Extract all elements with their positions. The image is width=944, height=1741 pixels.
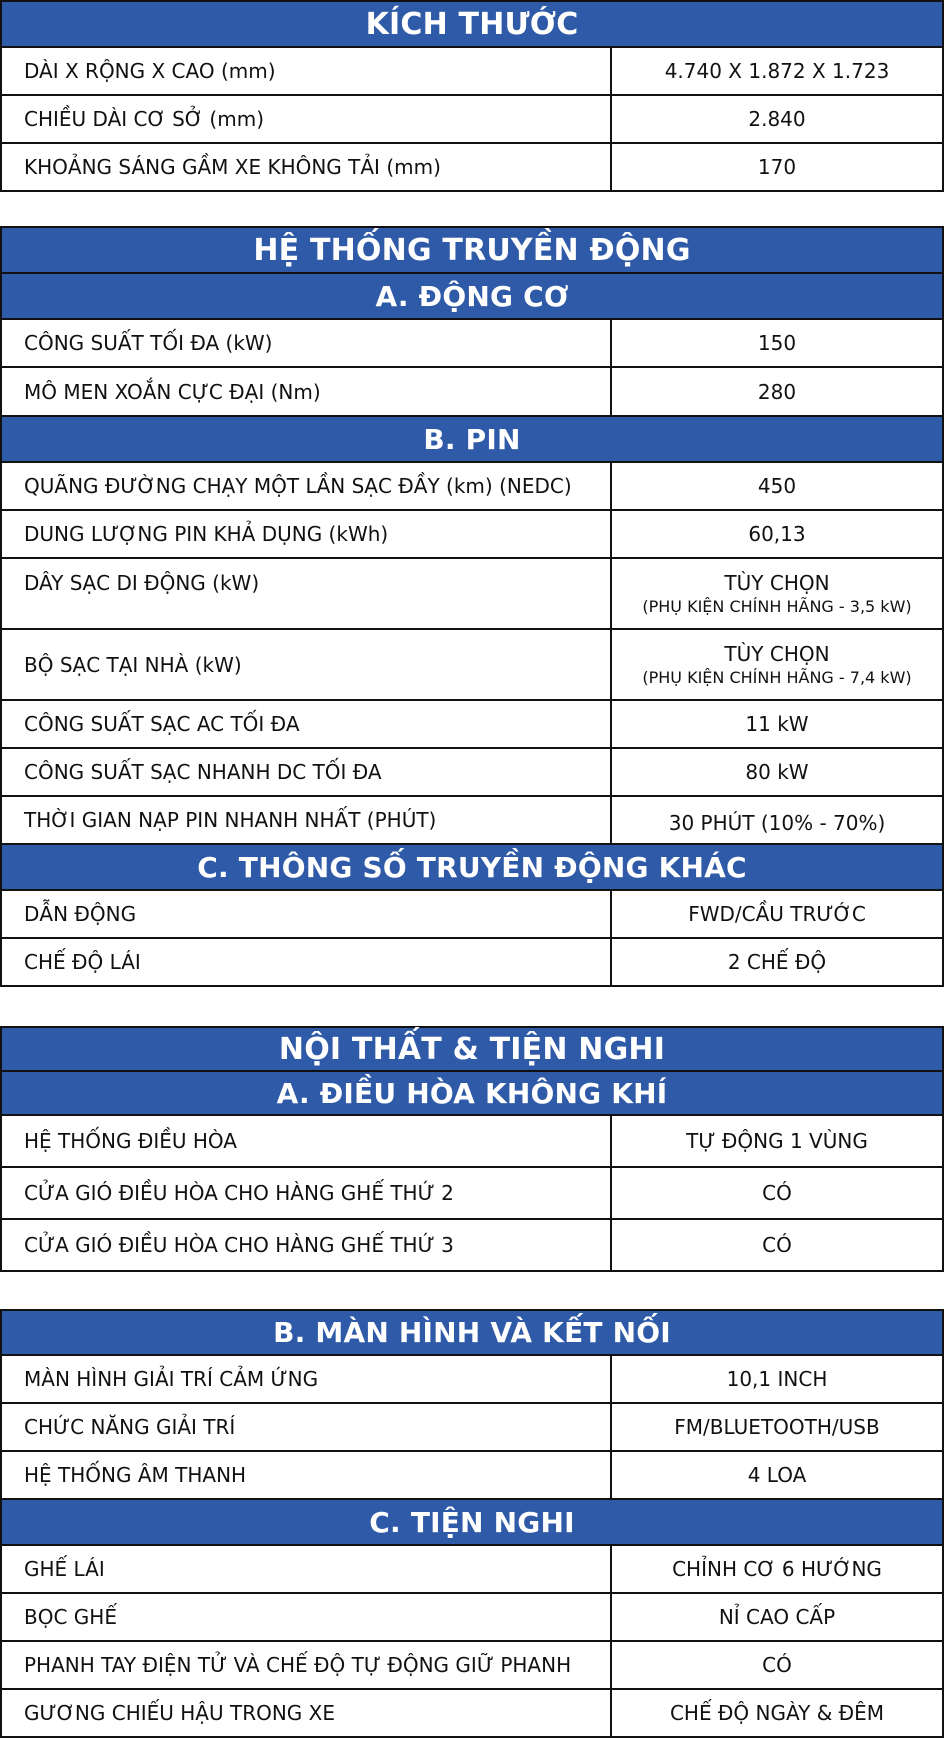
subsection-title: B. PIN (2, 417, 942, 463)
row-label: MÀN HÌNH GIẢI TRÍ CẢM ỨNG (2, 1356, 612, 1402)
subsection-title: A. ĐIỀU HÒA KHÔNG KHÍ (2, 1072, 942, 1116)
row-value (612, 559, 942, 628)
table-row (2, 559, 942, 630)
table-row (2, 939, 942, 987)
table-row (2, 368, 942, 417)
table-row (2, 749, 942, 797)
row-value: FWD/CẦU TRƯỚC (688, 902, 866, 926)
row-value (612, 630, 942, 699)
row-label: CHỨC NĂNG GIẢI TRÍ (2, 1404, 612, 1450)
row-label: CHIỀU DÀI CƠ SỞ (mm) (2, 96, 612, 142)
row-label: MÔ MEN XOẮN CỰC ĐẠI (Nm) (2, 368, 612, 415)
section-title: HỆ THỐNG TRUYỀN ĐỘNG (2, 228, 942, 274)
row-value: 280 (757, 379, 797, 404)
row-label: GHẾ LÁI (2, 1546, 612, 1592)
table-row (2, 1356, 942, 1404)
row-value: 80 kW (745, 760, 809, 784)
row-label: CỬA GIÓ ĐIỀU HÒA CHO HÀNG GHẾ THỨ 3 (2, 1220, 612, 1270)
value-note: (PHỤ KIỆN CHÍNH HÃNG - 3,5 kW) (642, 597, 912, 616)
row-label: CÔNG SUẤT SẠC AC TỐI ĐA (2, 701, 612, 747)
row-label: CÔNG SUẤT TỐI ĐA (kW) (2, 320, 612, 366)
row-value: 4 LOA (747, 1463, 807, 1487)
row-value: 60,13 (748, 522, 806, 546)
subsection-title: C. TIỆN NGHI (2, 1500, 942, 1546)
row-value: NỈ CAO CẤP (718, 1605, 836, 1629)
row-label: CỬA GIÓ ĐIỀU HÒA CHO HÀNG GHẾ THỨ 2 (2, 1168, 612, 1218)
row-label: QUÃNG ĐƯỜNG CHẠY MỘT LẦN SẠC ĐẦY (km) (NEDC) (2, 463, 612, 509)
table-row (2, 1116, 942, 1168)
table-row (2, 1404, 942, 1452)
value-note: (PHỤ KIỆN CHÍNH HÃNG - 7,4 kW) (642, 668, 912, 687)
table-row (2, 48, 942, 96)
row-value: 30 PHÚT (10% - 70%) (668, 811, 886, 835)
table-row (2, 1452, 942, 1500)
row-value: 150 (757, 331, 797, 355)
row-value: 4.740 X 1.872 X 1.723 (664, 59, 890, 83)
row-label: CÔNG SUẤT SẠC NHANH DC TỐI ĐA (2, 749, 612, 795)
section-title: KÍCH THƯỚC (2, 2, 942, 48)
row-value: 170 (757, 155, 797, 179)
row-value: 2 CHẾ ĐỘ (727, 950, 827, 974)
row-label: DUNG LƯỢNG PIN KHẢ DỤNG (kWh) (2, 511, 612, 557)
subsection-title: B. MÀN HÌNH VÀ KẾT NỐI (2, 1311, 942, 1356)
row-value: CÓ (762, 1653, 792, 1677)
section-truyen-dong (0, 226, 944, 987)
value-main: TÙY CHỌN (724, 642, 830, 666)
table-row (2, 891, 942, 939)
row-label: THỜI GIAN NẠP PIN NHANH NHẤT (PHÚT) (2, 797, 612, 843)
table-row (2, 1642, 942, 1690)
row-label: GƯƠNG CHIẾU HẬU TRONG XE (2, 1690, 612, 1736)
table-row (2, 1168, 942, 1220)
row-value: CÓ (762, 1181, 792, 1205)
spec-table (0, 0, 944, 192)
row-label: KHOẢNG SÁNG GẦM XE KHÔNG TẢI (mm) (2, 144, 612, 190)
row-label: HỆ THỐNG ÂM THANH (2, 1452, 612, 1498)
table-row (2, 797, 942, 845)
row-value: FM/BLUETOOTH/USB (674, 1415, 880, 1439)
row-label: BỌC GHẾ (2, 1594, 612, 1640)
row-value: 10,1 INCH (726, 1367, 828, 1391)
row-label: DÀI X RỘNG X CAO (mm) (2, 48, 612, 94)
table-row (2, 320, 942, 368)
row-label: PHANH TAY ĐIỆN TỬ VÀ CHẾ ĐỘ TỰ ĐỘNG GIỮ PHANH (2, 1642, 612, 1688)
subsection-title: A. ĐỘNG CƠ (2, 274, 942, 320)
row-label: DÂY SẠC DI ĐỘNG (kW) (2, 559, 612, 628)
spec-table (0, 1309, 944, 1738)
table-row (2, 511, 942, 559)
row-value: CÓ (762, 1233, 792, 1257)
row-label: CHẾ ĐỘ LÁI (2, 939, 612, 985)
spec-table (0, 226, 944, 987)
row-value: CHẾ ĐỘ NGÀY & ĐÊM (669, 1701, 885, 1725)
subsection-title: C. THÔNG SỐ TRUYỀN ĐỘNG KHÁC (2, 845, 942, 891)
table-row (2, 701, 942, 749)
row-label: BỘ SẠC TẠI NHÀ (kW) (2, 630, 612, 699)
row-label: DẪN ĐỘNG (2, 891, 612, 937)
row-value: CHỈNH CƠ 6 HƯỚNG (672, 1557, 882, 1581)
row-value: TỰ ĐỘNG 1 VÙNG (686, 1129, 868, 1153)
table-row (2, 630, 942, 701)
section-man-hinh-tien-nghi (0, 1309, 944, 1738)
table-row (2, 96, 942, 144)
row-value: 450 (757, 474, 797, 498)
section-kich-thuoc (0, 0, 944, 192)
row-value: 2.840 (748, 107, 806, 131)
spec-table (0, 1026, 944, 1272)
row-label: HỆ THỐNG ĐIỀU HÒA (2, 1116, 612, 1166)
value-main: TÙY CHỌN (724, 571, 830, 595)
section-title: NỘI THẤT & TIỆN NGHI (2, 1028, 942, 1072)
table-row (2, 1594, 942, 1642)
table-row (2, 1220, 942, 1272)
table-row (2, 1546, 942, 1594)
table-row (2, 463, 942, 511)
section-noi-that (0, 1026, 944, 1272)
table-row (2, 144, 942, 192)
table-row (2, 1690, 942, 1738)
row-value: 11 kW (745, 712, 809, 736)
